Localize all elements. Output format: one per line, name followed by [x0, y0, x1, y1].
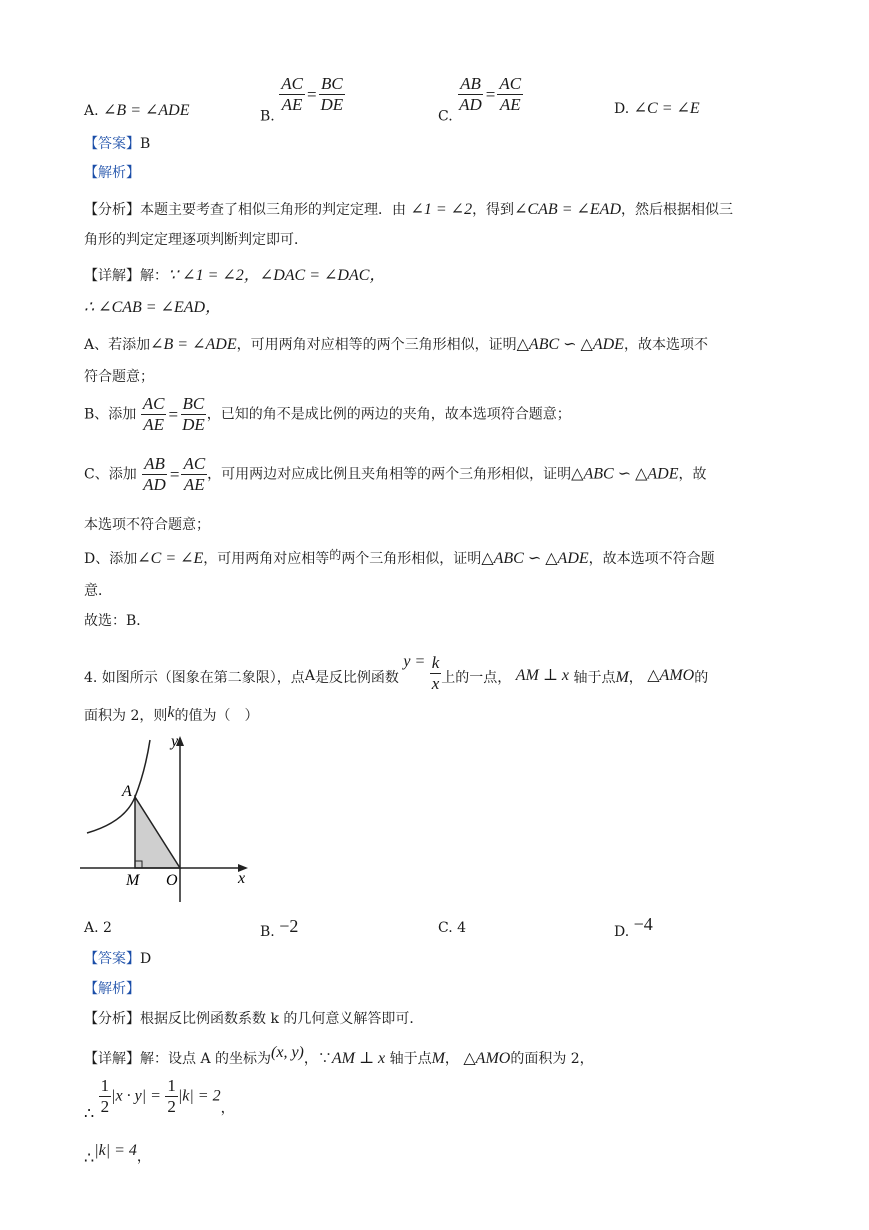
label-x: x	[238, 870, 246, 887]
question-4-cont	[84, 704, 258, 725]
frac-den: x	[431, 674, 440, 693]
fenxi-text-3: ，然后根据相似三	[621, 202, 733, 218]
answer-tag: 【答案】	[84, 136, 140, 152]
analysis-3-a-cont	[84, 366, 154, 386]
frac-num: AC	[183, 454, 206, 473]
d-text-2: ，可用两角对应相等	[203, 551, 330, 567]
q4-text-6: 的	[694, 670, 709, 686]
d-math-2: △ABC ∽ △ADE	[481, 550, 589, 567]
comma: ，	[220, 1100, 235, 1117]
q4-option-a-text: A. 2	[84, 920, 112, 936]
answer-value: D	[140, 951, 152, 967]
analysis-3-tag	[84, 162, 140, 182]
half-frac-1	[99, 1076, 112, 1117]
answer-tag: 【答案】	[84, 951, 140, 967]
frac-num: AB	[144, 454, 165, 473]
option-b-label: B.	[260, 108, 275, 125]
q4-option-b	[260, 916, 298, 940]
b-text-1: B、添加	[84, 406, 137, 423]
therefore-symbol: ∴	[84, 1103, 95, 1123]
xiangjie-text-1: 解：设点 A 的坐标为	[140, 1051, 272, 1067]
a-text-4: 符合题意；	[84, 369, 154, 385]
analysis-4-xiangjie	[84, 1044, 594, 1068]
analysis-3-c: C、添加 $\frac{AB}{AD}$ = $\frac{AC}{AE}$ ，可用两边对应成比例且夹角相等的两个三角形相似，证明△ABC ∽ △ADE，故	[84, 454, 707, 494]
d-text-2c: 两个三角形相似，证明	[341, 551, 482, 567]
analysis-4-fenxi	[84, 1008, 423, 1028]
a-text-1: A、若添加	[84, 337, 151, 353]
q4-perp: AM ⊥ x	[515, 667, 569, 684]
analysis-3-choose	[84, 610, 150, 630]
d-text-4: 意．	[84, 583, 112, 599]
xiangjie-math-1: (x, y)	[271, 1044, 304, 1061]
frac-den: AD	[143, 475, 166, 494]
q4-point-a: A	[304, 668, 315, 684]
frac-den: 2	[167, 1097, 176, 1116]
option-a	[84, 100, 190, 120]
q4-text-2: 是反比例函数	[314, 670, 399, 686]
c-text-3: ，故	[678, 466, 707, 483]
xiangjie-tag: 【详解】	[84, 268, 140, 284]
frac-den: DE	[182, 415, 205, 434]
frac-num: 1	[100, 1076, 110, 1095]
analysis-4-tag	[84, 978, 140, 998]
analysis-3-b: B、添加 $\frac{AC}{AE}$ = $\frac{BC}{DE}$ ，已知的角不是成比例的两边的夹角，故本选项符合题意；	[84, 394, 571, 434]
q4-k: k	[167, 704, 175, 721]
analysis-3-d	[84, 546, 715, 568]
b-text-2: ，已知的角不是成比例的两边的夹角，故本选项符合题意；	[206, 406, 571, 423]
frac-num: BC	[321, 74, 343, 93]
therefore-symbol: ∴	[84, 1148, 95, 1167]
c-text-4: 本选项不符合题意；	[84, 517, 210, 533]
c-text-1: C、添加	[84, 466, 137, 483]
a-text-3: ，故本选项不	[623, 337, 708, 353]
option-a-label: A.	[84, 103, 99, 119]
label-a: A	[122, 783, 132, 800]
fenxi-math-1: ∠1 = ∠2	[410, 201, 473, 218]
a-math-1: ∠B = ∠ADE	[150, 336, 237, 353]
frac-num: BC	[182, 394, 205, 413]
q4-option-a	[84, 920, 112, 936]
q4-option-b-label: B.	[260, 924, 275, 940]
fenxi-text-2: ，得到	[472, 202, 515, 218]
frac-den: AE	[143, 415, 164, 434]
frac-den: AE	[281, 95, 303, 114]
d-math-1: ∠C = ∠E	[137, 550, 204, 567]
frac-num: k	[431, 653, 440, 672]
q4-option-c	[438, 920, 466, 936]
q4-func-frac	[430, 653, 442, 694]
d-text-1: D、添加	[84, 551, 138, 567]
c-text-2: ，可用两边对应成比例且夹角相等的两个三角形相似，证明	[207, 466, 572, 483]
q4-option-d-value: −4	[633, 914, 653, 934]
comma: ，	[136, 1149, 151, 1165]
option-d-label: D.	[614, 101, 630, 117]
option-b: B. $\frac{AC}{AE}$ = $\frac{BC}{DE}$	[260, 74, 344, 125]
analysis-3-fenxi-cont	[84, 229, 308, 249]
q4-graph	[80, 730, 260, 905]
analysis-tag: 【解析】	[84, 981, 140, 997]
q4-text-4: 轴于点	[573, 670, 616, 686]
xiangjie-math-1: ∵ ∠1 = ∠2	[168, 267, 244, 284]
fenxi-math-2: ∠CAB = ∠EAD	[514, 201, 621, 218]
q4-text-5: ，	[628, 670, 643, 686]
q4-text-8: 的值为（ ）	[174, 708, 259, 724]
option-c-label: C.	[438, 108, 453, 125]
frac-den: DE	[320, 95, 344, 114]
xiangjie-tag: 【详解】	[84, 1051, 140, 1067]
choose-text: 故选：B．	[84, 613, 151, 629]
answer-4	[84, 948, 151, 968]
fenxi-tag: 【分析】	[84, 202, 140, 218]
fenxi-tag: 【分析】	[84, 1011, 140, 1027]
xiangjie-math-2: ，∠DAC = ∠DAC，	[243, 267, 386, 284]
xiangjie-math-4: △AMO	[463, 1050, 511, 1067]
therefore-line: ∴ ∠CAB = ∠EAD，	[84, 299, 222, 316]
equation-2	[84, 1142, 151, 1167]
abs-k: |k| = 2	[177, 1087, 221, 1105]
abs-xy: |x · y| =	[111, 1087, 161, 1105]
frac-den: AE	[183, 475, 205, 494]
answer-3	[84, 133, 150, 153]
analysis-tag: 【解析】	[84, 165, 140, 181]
q4-point-m: M	[615, 669, 629, 686]
q4-text-3: 上的一点，	[441, 670, 512, 686]
frac-den: 2	[100, 1097, 110, 1116]
fenxi-text: 根据反比例函数系数 k 的几何意义解答即可．	[140, 1011, 424, 1027]
frac-num: AB	[460, 74, 481, 93]
a-text-2: ，可用两角对应相等的两个三角形相似，证明	[236, 337, 517, 353]
triangle-amo	[135, 797, 180, 868]
xiangjie-text-3: 轴于点	[389, 1051, 432, 1067]
q4-option-d-label: D.	[614, 924, 630, 940]
q4-option-c-text: C. 4	[438, 920, 467, 936]
option-d-math: ∠C = ∠E	[633, 100, 700, 117]
abs-k-4: |k| = 4	[94, 1142, 137, 1159]
frac-den: AE	[499, 95, 521, 114]
option-a-math: ∠B = ∠ADE	[103, 102, 190, 119]
q4-func-y: y =	[403, 653, 426, 670]
analysis-3-xiangjie	[84, 262, 385, 285]
option-c-frac2	[497, 74, 523, 115]
label-m: M	[126, 872, 140, 889]
frac-num: 1	[167, 1076, 176, 1095]
analysis-3-c-cont	[84, 514, 210, 534]
answer-value: B	[140, 136, 151, 152]
frac-num: AC	[499, 74, 522, 93]
xiangjie-math-2: AM ⊥ x	[331, 1050, 386, 1067]
d-text-2b: 的	[329, 548, 342, 562]
equation-1	[84, 1076, 235, 1123]
fenxi-text-4: 角形的判定定理逐项判断判定即可．	[84, 232, 308, 248]
frac-num: AC	[142, 394, 165, 413]
c-frac1	[141, 454, 168, 495]
half-frac-2	[165, 1076, 178, 1117]
xiangjie-text: 解：	[140, 268, 168, 284]
q4-text-7: 面积为 2，则	[84, 708, 168, 724]
d-text-3: ，故本选项不符合题	[588, 551, 715, 567]
label-y: y	[171, 733, 179, 750]
question-4	[84, 642, 708, 694]
option-c: C. $\frac{AB}{AD}$ = $\frac{AC}{AE}$	[438, 74, 522, 125]
analysis-3-d-cont	[84, 580, 112, 600]
c-frac2	[181, 454, 207, 495]
b-frac1	[141, 394, 167, 435]
frac-num: AC	[281, 74, 303, 93]
q4-text-1: 4. 如图所示（图象在第二象限），点	[84, 670, 305, 686]
q4-triangle: △AMO	[647, 667, 695, 684]
a-math-2: △ABC ∽ △ADE	[516, 336, 624, 353]
frac-den: AD	[459, 95, 482, 114]
q4-option-d	[614, 914, 653, 940]
option-b-frac1	[279, 74, 305, 115]
q4-option-b-value: −2	[279, 916, 299, 936]
label-o: O	[166, 872, 178, 889]
c-math: △ABC ∽ △ADE	[571, 465, 679, 483]
option-b-frac2	[319, 74, 346, 115]
analysis-3-fenxi	[84, 199, 733, 219]
fenxi-text-1: 本题主要考查了相似三角形的判定定理．由	[140, 202, 406, 218]
xiangjie-text-2: ，∵	[303, 1051, 332, 1067]
analysis-3-a	[84, 334, 708, 354]
b-frac2	[180, 394, 207, 435]
option-c-frac1	[457, 74, 484, 115]
xiangjie-text-5: 的面积为 2，	[510, 1051, 594, 1067]
xiangjie-text-4: ，	[444, 1051, 459, 1067]
analysis-3-therefore	[84, 294, 221, 317]
xiangjie-math-3: M	[431, 1050, 445, 1067]
option-d	[614, 98, 700, 118]
